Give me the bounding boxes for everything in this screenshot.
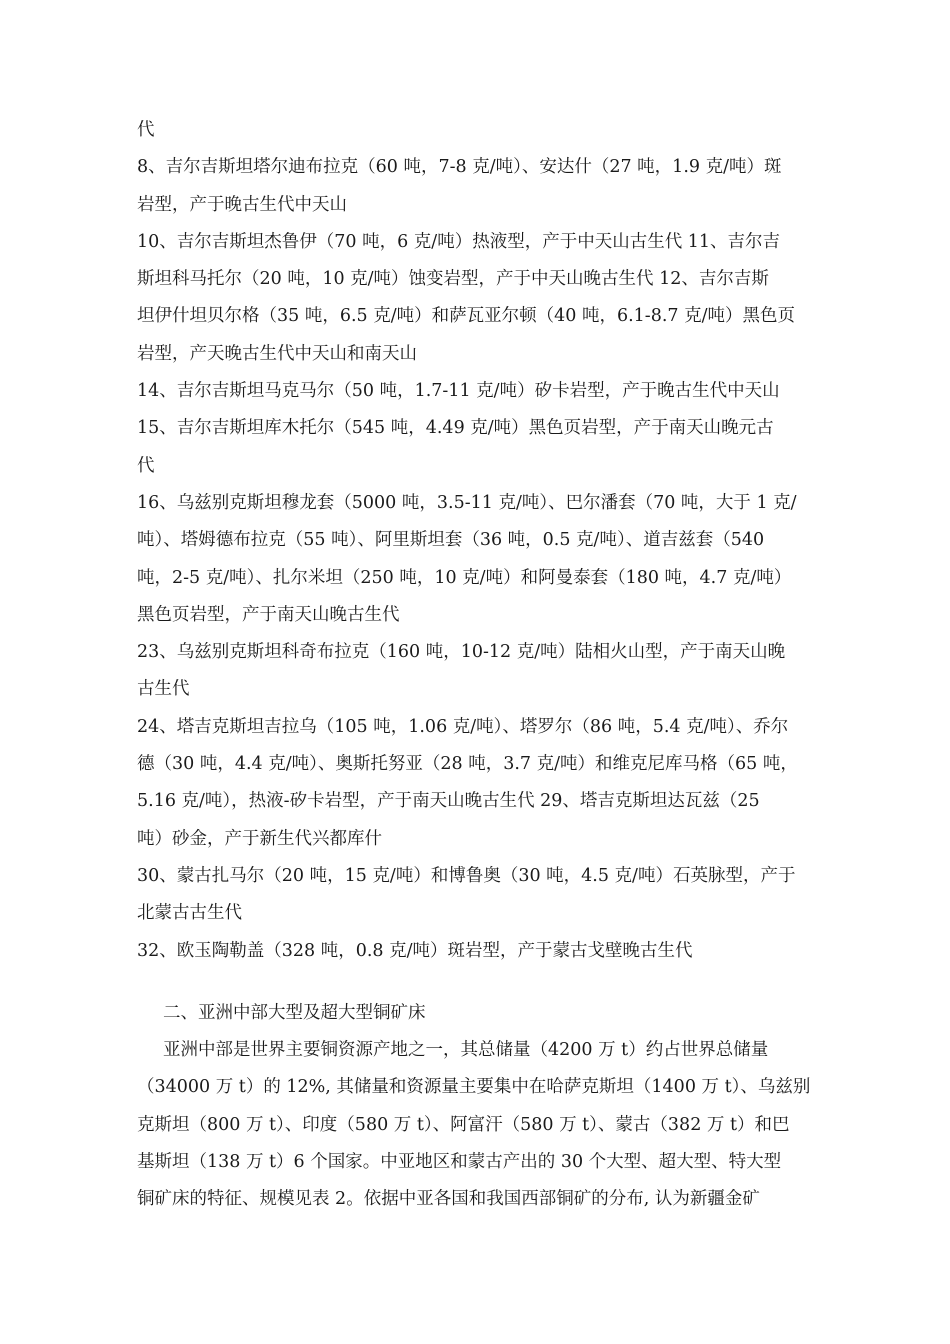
section-gap (137, 970, 815, 995)
text-line: 10、吉尔吉斯坦杰鲁伊（70 吨，6 克/吨）热液型，产于中天山古生代 11、吉尔吉 (137, 231, 781, 252)
text-line: 32、欧玉陶勒盖（328 吨，0.8 克/吨）斑岩型，产于蒙古戈壁晚古生代 (137, 940, 693, 961)
text-line: 23、乌兹别克斯坦科奇布拉克（160 吨，10-12 克/吨）陆相火山型，产于南天山晚 (137, 642, 786, 663)
text-line: 黑色页岩型，产于南天山晚古生代 (137, 604, 400, 625)
text-line: 岩型，产于晚古生代中天山 (137, 194, 347, 215)
text-line: 吨，2-5 克/吨）、扎尔米坦（250 吨，10 克/吨）和阿曼泰套（180 吨，4.7 克/吨） (137, 567, 792, 588)
text-line: 16、乌兹别克斯坦穆龙套（5000 吨，3.5-11 克/吨）、巴尔潘套（70 吨，大于 1 克/ (137, 492, 797, 513)
text-line: 基斯坦（138 万 t）6 个国家。中亚地区和蒙古产出的 30 个大型、超大型、特大型 (137, 1152, 782, 1173)
section-heading: 二、亚洲中部大型及超大型铜矿床 (163, 1002, 426, 1023)
gold-deposit-list (137, 112, 815, 970)
text-line: 德（30 吨，4.4 克/吨）、奥斯托努亚（28 吨，3.7 克/吨）和维克尼库马格（65 吨， (137, 754, 798, 775)
text-line: 代 (137, 455, 155, 476)
text-line: 吨）、塔姆德布拉克（55 吨）、阿里斯坦套（36 吨，0.5 克/吨）、道吉兹套（540 (137, 530, 765, 551)
text-line: 铜矿床的特征、规模见表 2。依据中亚各国和我国西部铜矿的分布, 认为新疆金矿 (137, 1189, 760, 1210)
text-line: 15、吉尔吉斯坦库木托尔（545 吨，4.49 克/吨）黑色页岩型，产于南天山晚元古 (137, 418, 774, 439)
text-line: 24、塔吉克斯坦吉拉乌（105 吨，1.06 克/吨）、塔罗尔（86 吨，5.4 克/吨）、乔尔 (137, 716, 789, 737)
text-line: 斯坦科马托尔（20 吨，10 克/吨）蚀变岩型，产于中天山晚古生代 12、吉尔吉斯 (137, 269, 769, 290)
text-line: 北蒙古古生代 (137, 903, 242, 924)
text-line: 坦伊什坦贝尔格（35 吨，6.5 克/吨）和萨瓦亚尔顿（40 吨，6.1-8.7 克/吨）黑色页 (137, 306, 795, 327)
document-body (137, 112, 815, 1219)
text-line: 亚洲中部是世界主要铜资源产地之一，其总储量（4200 万 t）约占世界总储量 (163, 1040, 769, 1061)
text-line: 30、蒙古扎马尔（20 吨，15 克/吨）和博鲁奥（30 吨，4.5 克/吨）石英脉型，产于 (137, 865, 796, 886)
text-line: 岩型，产天晚古生代中天山和南天山 (137, 343, 417, 364)
copper-paragraph (137, 1032, 815, 1218)
text-line: （34000 万 t）的 12%, 其储量和资源量主要集中在哈萨克斯坦（1400 万 t）、乌兹别 (137, 1077, 811, 1098)
text-line: 8、吉尔吉斯坦塔尔迪布拉克（60 吨，7-8 克/吨）、安达什（27 吨，1.9 克/吨）斑 (137, 157, 782, 178)
text-line: 克斯坦（800 万 t）、印度（580 万 t）、阿富汗（580 万 t）、蒙古（382 万 t）和巴 (137, 1114, 790, 1135)
text-line: 14、吉尔吉斯坦马克马尔（50 吨，1.7-11 克/吨）矽卡岩型，产于晚古生代中天山 (137, 381, 780, 402)
text-line: 古生代 (137, 679, 190, 700)
text-line: 吨）砂金，产于新生代兴都库什 (137, 828, 382, 849)
text-line: 5.16 克/吨），热液-矽卡岩型，产于南天山晚古生代 29、塔吉克斯坦达瓦兹（25 (137, 791, 760, 812)
text-line: 代 (137, 120, 155, 140)
